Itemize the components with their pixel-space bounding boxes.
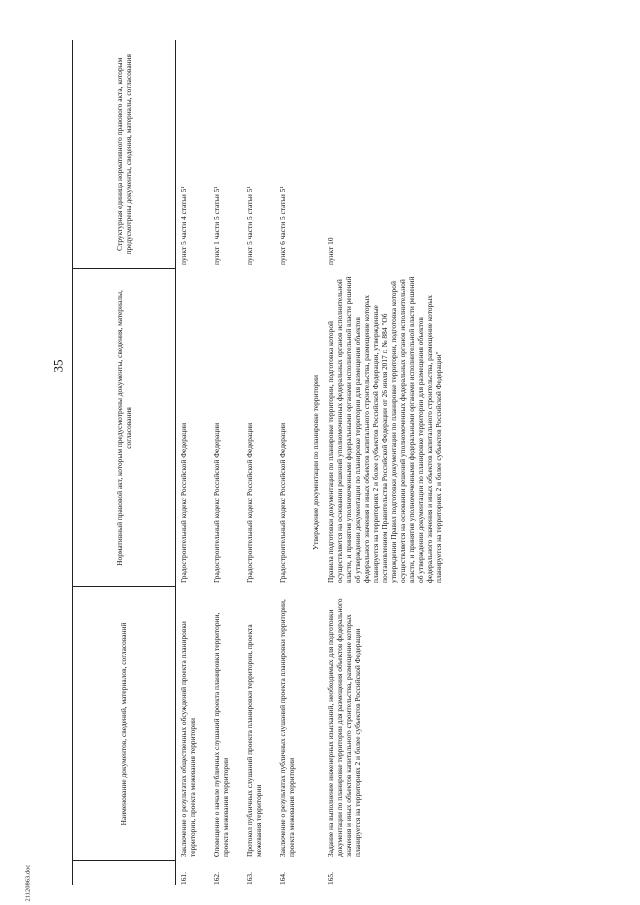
documents-table [72, 40, 449, 885]
row-legal-act: Градостроительный кодекс Российской Федерации [245, 422, 254, 583]
row-number: 165. [326, 872, 336, 885]
table-row [176, 40, 210, 885]
row-structural-unit: пункт 5 части 5 статьи 5¹ [245, 186, 254, 265]
row-structural-unit: пункт 5 части 4 статьи 5¹ [179, 186, 188, 265]
row-legal-act: Градостроительный кодекс Российской Федерации [278, 422, 287, 583]
table-row [242, 40, 275, 885]
row-number: 164. [278, 872, 287, 885]
section-row [308, 40, 323, 885]
row-number: 162. [212, 872, 221, 885]
row-legal-act: Правила подготовки документации по планировке территории, подготовка которой осуществляется на основании решений уполномоченных федеральных органов исполнительной власти, и принятия уполномоченными федеральными органами исполнительной власти решений об утверждении документации по планировке территории для размещения объектов федерального значения и иных объектов капитального строительства, размещение которых планируется на территориях 2 и более субъектов Российской Федерации, утвержденные постановлением Правительства Российской Федерации от 26 июля 2017 г. № 884 "Об утверждении Правил подготовки документации по планировке территории, подготовка которой осуществляется на основании решений уполномоченных федеральных органов исполнительной власти, и принятия уполномоченными федеральными органами исполнительной власти решений об утверждении документации по планировке территории для размещения объектов федерального значения и иных объектов капитального строительства, размещение которых планируется на территориях 2 и более субъектов Российской Федерации" [326, 276, 444, 583]
section-title: Утверждение документации по планировке территории [311, 375, 320, 550]
row-number: 163. [245, 872, 254, 885]
row-number: 161. [179, 872, 188, 885]
table-header-row [73, 40, 176, 885]
table-row [323, 40, 449, 885]
row-document-name: Заключение о результатах публичных слушаний проекта планировки территории, проекта межевания территории [278, 599, 297, 857]
row-document-name: Задание на выполнение инженерных изысканий, необходимых для подготовки документации по планировке территории для размещения объектов федерального значения и иных объектов капитального строительства, размещение которых планируется на территориях 2 и более субъектов Российской Федерации [326, 598, 363, 857]
header-structural-unit: Структурная единица нормативного правового акта, которым предусмотрены документы, сведения, материалы, согласования [73, 40, 176, 269]
row-legal-act: Градостроительный кодекс Российской Федерации [212, 422, 221, 583]
header-number [73, 861, 176, 885]
page-number: 35 [50, 359, 66, 373]
row-document-name: Оповещение о начале публичных слушаний проекта планировки территории, проекта межевания территории [212, 612, 231, 857]
header-legal-act: Нормативный правовой акт, которым предусмотрены документы, сведения, материалы, согласования [73, 269, 176, 587]
table-row [209, 40, 242, 885]
row-legal-act: Градостроительный кодекс Российской Федерации [179, 422, 188, 583]
row-document-name: Заключение о результатах общественных обсуждений проекта планировки территории, проекта межевания территории [179, 621, 198, 857]
row-document-name: Протокол публичных слушаний проекта планировки территории, проекта межевания территории [245, 624, 264, 857]
table-row [275, 40, 308, 885]
row-structural-unit: пункт 1 части 5 статьи 5¹ [212, 186, 221, 265]
row-structural-unit: пункт 6 части 5 статьи 5¹ [278, 186, 287, 265]
header-document-name: Наименование документов, сведений, материалов, согласований [73, 587, 176, 861]
footer-filename: 21120863.doc [24, 864, 32, 902]
document-body [72, 40, 552, 885]
row-structural-unit: пункт 10 [326, 237, 336, 265]
